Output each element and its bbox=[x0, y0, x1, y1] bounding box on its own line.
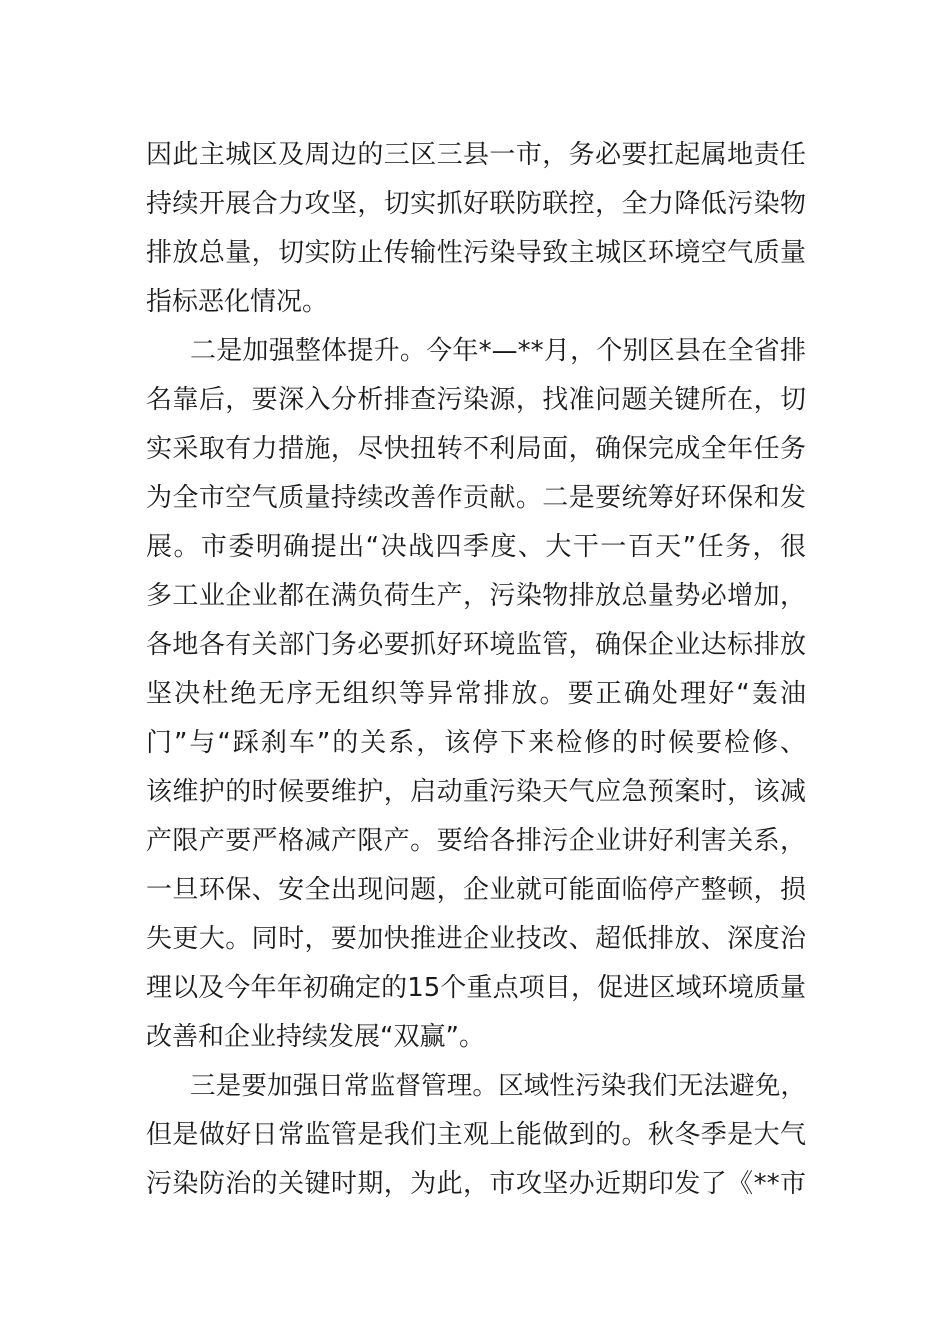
text-line: 理以及今年年初确定的15个重点项目，促进区域环境质量 bbox=[146, 973, 806, 1003]
text-line: 排放总量，切实防止传输性污染导致主城区环境空气质量 bbox=[146, 238, 806, 268]
text-line: 坚决杜绝无序无组织等异常排放。要正确处理好“轰油 bbox=[146, 679, 806, 709]
text-line: 该维护的时候要维护，启动重污染天气应急预案时，该减 bbox=[146, 777, 806, 807]
text-line: 失更大。同时，要加快推进企业技改、超低排放、深度治 bbox=[146, 924, 806, 954]
text-line: 指标恶化情况。 bbox=[146, 287, 329, 317]
text-line: 持续开展合力攻坚，切实抓好联防联控，全力降低污染物 bbox=[146, 189, 806, 219]
text-line: 门”与“踩刹车”的关系，该停下来检修的时候要检修、 bbox=[146, 728, 806, 758]
text-line: 实采取有力措施，尽快扭转不利局面，确保完成全年任务 bbox=[146, 434, 806, 464]
text-line: 名靠后，要深入分析排查污染源，找准问题关键所在，切 bbox=[146, 385, 806, 415]
text-line: 产限产要严格减产限产。要给各排污企业讲好利害关系， bbox=[146, 826, 806, 856]
text-line: 各地各有关部门务必要抓好环境监管，确保企业达标排放 bbox=[146, 630, 806, 660]
text-line: 多工业企业都在满负荷生产，污染物排放总量势必增加， bbox=[146, 581, 806, 611]
paragraph-start-line: 三是要加强日常监督管理。区域性污染我们无法避免， bbox=[190, 1071, 806, 1101]
paragraph-start-line: 二是加强整体提升。今年*—**月，个别区县在全省排 bbox=[190, 336, 806, 366]
text-line: 因此主城区及周边的三区三县一市，务必要扛起属地责任 bbox=[146, 140, 806, 170]
text-line: 为全市空气质量持续改善作贡献。二是要统筹好环保和发 bbox=[146, 483, 806, 513]
document-body bbox=[146, 131, 806, 1209]
text-line: 展。市委明确提出“决战四季度、大干一百天”任务，很 bbox=[146, 532, 806, 562]
text-line: 一旦环保、安全出现问题，企业就可能面临停产整顿，损 bbox=[146, 875, 806, 905]
text-line: 但是做好日常监管是我们主观上能做到的。秋冬季是大气 bbox=[146, 1120, 806, 1150]
text-line: 改善和企业持续发展“双赢”。 bbox=[146, 1022, 485, 1052]
text-line: 污染防治的关键时期，为此，市攻坚办近期印发了《**市 bbox=[146, 1169, 806, 1199]
